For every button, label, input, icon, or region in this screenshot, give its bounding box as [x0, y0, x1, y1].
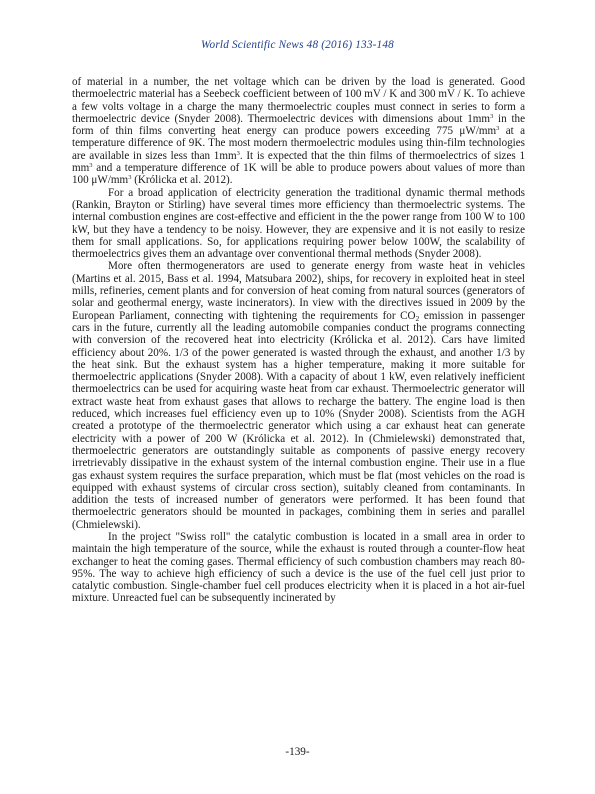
- text-run: of material in a number, the net voltage which can be driven by the load is generated. Good thermoelectric material has a Seebeck coefficient between of 100 mV / K and 300 mV / K. To achieve a few volts voltage in a charge the many thermoelectric couples must connect in series to form a thermoelectric device (Snyder 2008). Thermoelectric devices with dimensions about 1mm: [72, 76, 525, 125]
- superscript: 3: [490, 112, 494, 120]
- text-run: emission in passenger cars in the future, currently all the leading automobile companies conduct the programs connecting with conversion of the recovered heat into electricity (Królicka et al. 2012). Cars have limited efficiency about 20%. 1/3 of the power generated is wasted through the exhaust, and another 1/3 by the heat sink. But the exhaust system has a higher temperature, making it more suitable for thermoelectric applications (Snyder 2008). With a capacity of about 1 kW, even relatively inefficient thermoelectrics can be used for acquiring waste heat from car exhaust. Thermoelectric generator will extract waste heat from exhaust gases that allows to recharge the battery. The engine load is then reduced, which increases fuel efficiency even up to 10% (Snyder 2008). Scientists from the AGH created a prototype of the thermoelectric generator which using a car exhaust heat can generate electricity with a power of 200 W (Królicka et al. 2012). In (Chmielewski) demonstrated that, thermoelectric generators are outstandingly suitable as components of passive energy recovery irretrievably dissipative in the exhaust system of the internal combustion engine. Their use in a flue gas exhaust system requires the surface preparation, which must be flat (most vehicles on the road is equipped with exhaust systems of circular cross section), suitably cleaned from contaminants. In addition the tests of increased number of generators were performed. It has been found that thermoelectric generators should be mounted in packages, combining them in series and parallel (Chmielewski).: [72, 309, 525, 531]
- page-number: -139-: [285, 746, 310, 758]
- running-header: World Scientific News 48 (2016) 133-148: [201, 39, 394, 51]
- text-run: . It is expected that the thin films of thermoelectrics of sizes 1 mm: [72, 149, 525, 175]
- text-run: in the form of thin films converting heat energy can produce powers exceeding 775 μW/mm: [72, 112, 525, 138]
- superscript: 3: [236, 149, 240, 157]
- paragraph: [72, 187, 525, 261]
- text-run: (Królicka et al. 2012).: [131, 174, 233, 187]
- superscript: 3: [496, 125, 500, 133]
- superscript: 3: [128, 174, 132, 182]
- text-run: and a temperature difference of 1K will be able to produce powers about values of more than 100 μW/mm: [72, 162, 525, 187]
- text-run: For a broad application of electricity generation the traditional dynamic thermal methods (Rankin, Brayton or Stirling) have several times more efficiency than thermoelectric systems. The internal combustion engines are cost-effective and efficient in the the power range from 100 W to 100 kW, but they have a tendency to be noisy. However, they are expensive and it is not easily to resize them for small applications. So, for applications requiring power below 100W, the scalability of thermoelectrics gives them an advantage over conventional thermal methods (Snyder 2008).: [72, 186, 525, 261]
- text-run: In the project "Swiss roll" the catalytic combustion is located in a small area in order to maintain the high temperature of the source, while the exhaust is routed through a counter-flow heat exchanger to heat the coming gases. Thermal efficiency of such combustion chambers may reach 80-95%. The way to achieve high efficiency of such a device is the use of the fuel cell just prior to catalytic combustion. Single-chamber fuel cell produces electricity when it is placed in a hot air-fuel mixture. Unreacted fuel can be subsequently incinerated by: [72, 530, 525, 605]
- subscript: 2: [415, 313, 420, 323]
- text-run: at a temperature difference of 9K. The most modern thermoelectric modules using thin-film technologies are available in sizes less than 1mm: [72, 125, 525, 162]
- paragraph: [72, 531, 525, 605]
- text-run: More often thermogenerators are used to generate energy from waste heat in vehicles (Martins et al. 2015, Bass et al. 1994, Matsubara 2002), ships, for recovery in exploited heat in steel mills, refineries, cement plants and for conversion of heat coming from natural sources (generators of solar and geothermal energy, waste incinerators). In view with the directives issued in 2009 by the European Parliament, connecting with tightening the requirements for CO: [72, 260, 525, 322]
- paragraph: [72, 76, 525, 187]
- paragraph: [72, 260, 525, 531]
- superscript: 3: [89, 162, 93, 170]
- body-text: [72, 76, 525, 605]
